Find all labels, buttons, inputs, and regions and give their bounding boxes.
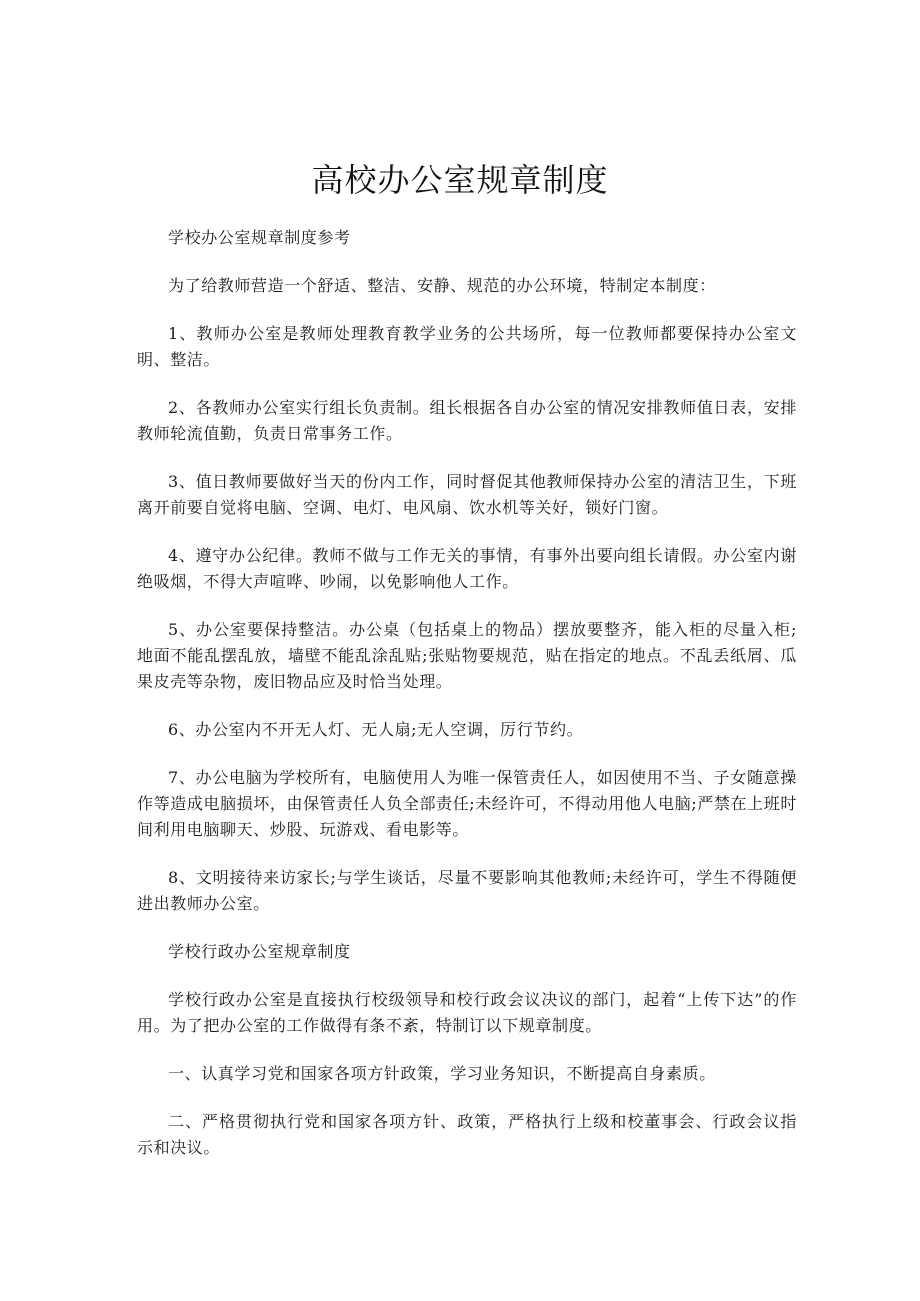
document-title: 高校办公室规章制度	[311, 161, 609, 199]
rule-paragraph: 1、教师办公室是教师处理教育教学业务的公共场所，每一位教师都要保持办公室文明、整洁。	[137, 324, 797, 369]
intro-paragraph: 为了给教师营造一个舒适、整洁、安静、规范的办公环境，特制定本制度：	[168, 276, 716, 295]
rule-paragraph: 5、办公室要保持整洁。办公桌（包括桌上的物品）摆放要整齐，能入柜的尽量入柜;地面不能乱摆乱放，墙壁不能乱涂乱贴;张贴物要规范，贴在指定的地点。不乱丢纸屑、瓜果皮壳等杂物，废旧物品应及时恰当处理。	[137, 620, 797, 691]
rule-paragraph: 一、认真学习党和国家各项方针政策，学习业务知识，不断提高自身素质。	[168, 1064, 716, 1083]
rule-paragraph: 3、值日教师要做好当天的份内工作，同时督促其他教师保持办公室的清洁卫生，下班离开前要自觉将电脑、空调、电灯、电风扇、饮水机等关好，锁好门窗。	[137, 472, 797, 517]
document-body	[137, 225, 797, 1183]
rule-paragraph: 二、严格贯彻执行党和国家各项方针、政策，严格执行上级和校董事会、行政会议指示和决议。	[137, 1112, 797, 1157]
rule-paragraph: 4、遵守办公纪律。教师不做与工作无关的事情，有事外出要向组长请假。办公室内谢绝吸烟，不得大声喧哗、吵闹，以免影响他人工作。	[137, 546, 797, 591]
rule-paragraph: 7、办公电脑为学校所有，电脑使用人为唯一保管责任人，如因使用不当、子女随意操作等造成电脑损坏，由保管责任人负全部责任;未经许可，不得动用他人电脑;严禁在上班时间利用电脑聊天、炒股、玩游戏、看电影等。	[137, 768, 797, 839]
rule-paragraph: 6、办公室内不开无人灯、无人扇;无人空调，厉行节约。	[168, 720, 584, 739]
intro-paragraph: 学校行政办公室是直接执行校级领导和校行政会议决议的部门，起着“上传下达”的作用。为了把办公室的工作做得有条不紊，特制订以下规章制度。	[137, 990, 797, 1035]
rule-paragraph: 2、各教师办公室实行组长负责制。组长根据各自办公室的情况安排教师值日表，安排教师轮流值勤，负责日常事务工作。	[137, 398, 797, 443]
section-heading: 学校行政办公室规章制度	[168, 942, 351, 961]
rule-paragraph: 8、文明接待来访家长;与学生谈话，尽量不要影响其他教师;未经许可，学生不得随便进出教师办公室。	[137, 868, 797, 913]
section-heading: 学校办公室规章制度参考	[168, 228, 351, 247]
